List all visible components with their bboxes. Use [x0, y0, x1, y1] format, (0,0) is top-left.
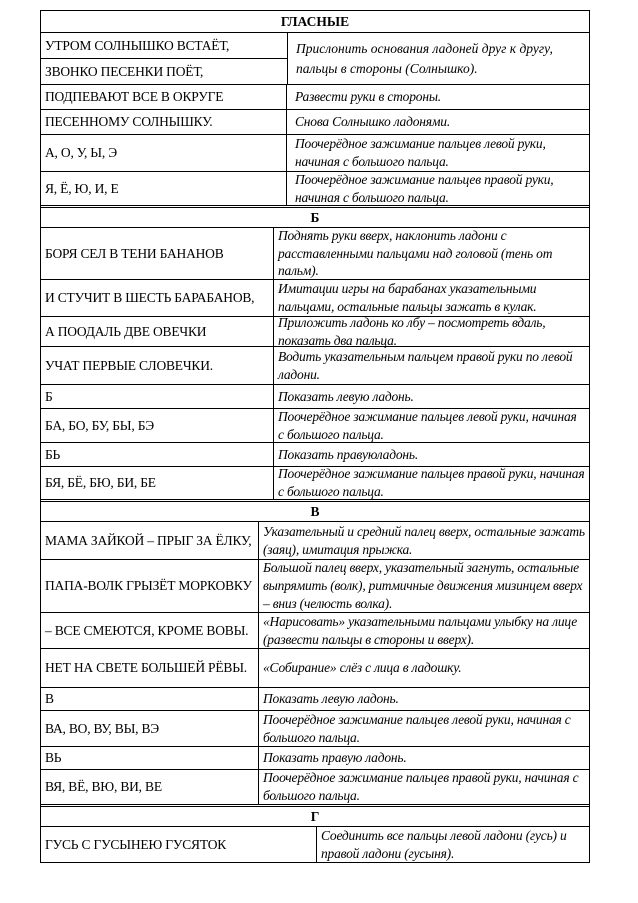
row-action: Снова Солнышко ладонями. — [295, 114, 450, 130]
row-text: Б — [41, 385, 274, 408]
row-text: ПОДПЕВАЮТ ВСЕ В ОКРУГЕ — [41, 85, 287, 109]
document-page — [40, 10, 590, 863]
row-action: Развести руки в стороны. — [295, 89, 441, 105]
row-text: ВЬ — [41, 747, 259, 769]
section-g — [40, 804, 590, 863]
row-action: «Нарисовать» указательными пальцами улыбку на лице (развести пальцы в стороны и вверх). — [263, 613, 578, 647]
table-row — [41, 279, 589, 316]
row-text: УЧАТ ПЕРВЫЕ СЛОВЕЧКИ. — [41, 347, 274, 384]
table-row — [41, 826, 589, 863]
section-title: Б — [41, 205, 589, 227]
table-row — [41, 521, 589, 559]
table-row — [41, 746, 589, 769]
row-text: МАМА ЗАЙКОЙ – ПРЫГ ЗА ЁЛКУ, — [41, 522, 259, 559]
table-row — [41, 710, 589, 746]
table-row — [41, 346, 589, 384]
row-action: «Собирание» слёз с лица в ладошку. — [263, 660, 462, 676]
table-row — [41, 227, 589, 279]
row-action: Большой палец вверх, указательный загнуть, остальные выпрямить (волк), ритмичные движения мизинцем вверх – вниз (челюсть волка). — [263, 560, 583, 611]
merged-action: Прислонить основания ладоней друг к другу, пальцы в стороны (Солнышко). — [287, 33, 589, 84]
row-text: БОРЯ СЕЛ В ТЕНИ БАНАНОВ — [41, 228, 274, 279]
row-text: ВА, ВО, ВУ, ВЫ, ВЭ — [41, 711, 259, 746]
table-row — [41, 171, 589, 205]
row-text: А ПООДАЛЬ ДВЕ ОВЕЧКИ — [41, 317, 274, 346]
table-row — [41, 316, 589, 346]
row-text: Я, Ё, Ю, И, Е — [41, 172, 287, 205]
row-text: ВЯ, ВЁ, ВЮ, ВИ, ВЕ — [41, 770, 259, 804]
table-row — [41, 687, 589, 710]
merged-block — [41, 32, 589, 84]
row-text: А, О, У, Ы, Э — [41, 135, 287, 171]
row-text: И СТУЧИТ В ШЕСТЬ БАРАБАНОВ, — [41, 280, 274, 316]
row-action: Поочерёдное зажимание пальцев правой руки, начиная с большого пальца. — [263, 770, 579, 803]
row-text: ПЕСЕННОМУ СОЛНЫШКУ. — [41, 110, 287, 134]
section-title: Г — [41, 804, 589, 826]
row-action: Показать правую ладонь. — [263, 750, 407, 766]
row-text: БА, БО, БУ, БЫ, БЭ — [41, 409, 274, 442]
row-action: Поочерёдное зажимание пальцев левой руки, начиная с большого пальца. — [295, 136, 546, 169]
section-title: ГЛАСНЫЕ — [41, 10, 589, 32]
table-row — [41, 769, 589, 804]
row-action: Поочерёдное зажимание пальцев правой руки, начиная с большого пальца. — [278, 466, 585, 499]
row-text: ПАПА-ВОЛК ГРЫЗЁТ МОРКОВКУ — [41, 560, 259, 612]
table-row — [41, 442, 589, 466]
row-text: ГУСЬ С ГУСЫНЕЮ ГУСЯТОК — [41, 827, 317, 862]
row-action: Поочерёдное зажимание пальцев левой руки, начиная с большого пальца. — [278, 408, 577, 442]
row-text: НЕТ НА СВЕТЕ БОЛЬШЕЙ РЁВЫ. — [41, 649, 259, 687]
row-action: Водить указательным пальцем правой руки по левой ладони. — [278, 348, 573, 382]
table-row — [41, 466, 589, 499]
row-text: ЗВОНКО ПЕСЕНКИ ПОЁТ, — [45, 63, 204, 79]
table-row — [41, 559, 589, 612]
table-row — [41, 648, 589, 687]
table-row — [41, 408, 589, 442]
table-row — [41, 384, 589, 408]
row-action: Поднять руки вверх, наклонить ладони с расставленными пальцами над головой (тень от пальм). — [278, 227, 553, 279]
row-action: Соединить все пальцы левой ладони (гусь) и правой ладони (гусыня). — [321, 827, 567, 861]
row-action: Показать левую ладонь. — [263, 691, 399, 707]
row-action: Указательный и средний палец вверх, остальные зажать (заяц), имитация прыжка. — [263, 523, 585, 557]
section-v — [40, 499, 590, 804]
row-action: Поочерёдное зажимание пальцев левой руки, начиная с большого пальца. — [263, 711, 571, 745]
row-action: Поочерёдное зажимание пальцев правой руки, начиная с большого пальца. — [295, 171, 554, 205]
section-b — [40, 205, 590, 499]
row-action: Показать левую ладонь. — [278, 388, 414, 404]
row-text: – ВСЕ СМЕЮТСЯ, КРОМЕ ВОВЫ. — [41, 613, 259, 648]
section-vowels — [40, 10, 590, 205]
section-title: В — [41, 499, 589, 521]
row-text: БЬ — [41, 443, 274, 466]
table-row — [41, 109, 589, 134]
row-text: УТРОМ СОЛНЫШКО ВСТАЁТ, — [45, 37, 230, 53]
row-text: БЯ, БЁ, БЮ, БИ, БЕ — [41, 467, 274, 499]
table-row — [41, 134, 589, 171]
table-row — [41, 612, 589, 648]
row-text: В — [41, 688, 259, 710]
table-row — [41, 84, 589, 109]
row-action: Показать правуюладонь. — [278, 446, 418, 462]
row-action: Имитации игры на барабанах указательными пальцами, остальные пальцы зажать в кулак. — [278, 281, 537, 314]
row-action: Приложить ладонь ко лбу – посмотреть вдаль, показать два пальца. — [278, 314, 546, 348]
